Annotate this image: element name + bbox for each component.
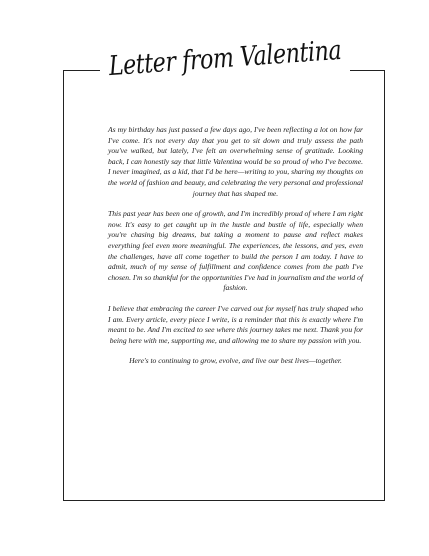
letter-paragraph-1: As my birthday has just passed a few days ago, I've been reflecting a lot on how far I've come. It's not every day that you get to sit down and truly assess the path you've walked, but lately, I've felt an overwhelming sense of gratitude. Looking back, I can honestly say that little Valentina would be so proud of who I've become. I never imagined, as a kid, that I'd be here—writing to you, sharing my thoughts on the world of fashion and beauty, and celebrating the very personal and professional journey that has shaped me. (108, 125, 363, 198)
letter-paragraph-2: This past year has been one of growth, and I'm incredibly proud of where I am right now. It's easy to get caught up in the hustle and bustle of life, especially when you're chasing big dreams, but taking a moment to pause and reflect makes everything feel even more meaningful. The experiences, the lessons, and yes, even the challenges, have all come together to build the person I am today. I have to admit, much of my sense of fulfillment and confidence comes from the path I've chosen. I'm so thankful for the opportunities I've had in journalism and the world of fashion. (108, 209, 363, 293)
letter-body (108, 125, 363, 377)
title-banner (100, 30, 350, 86)
page-title: Letter from Valentina (107, 34, 343, 82)
letter-closing: Here's to continuing to grow, evolve, and live our best lives—together. (129, 356, 342, 366)
letter-paragraph-3: I believe that embracing the career I've carved out for myself has truly shaped who I am. Every article, every piece I write, is a reminder that this is exactly where I'm meant to be. And I'm excited to see where this journey takes me next. Thank you for being here with me, supporting me, and allowing me to share my passion with you. (108, 303, 363, 345)
